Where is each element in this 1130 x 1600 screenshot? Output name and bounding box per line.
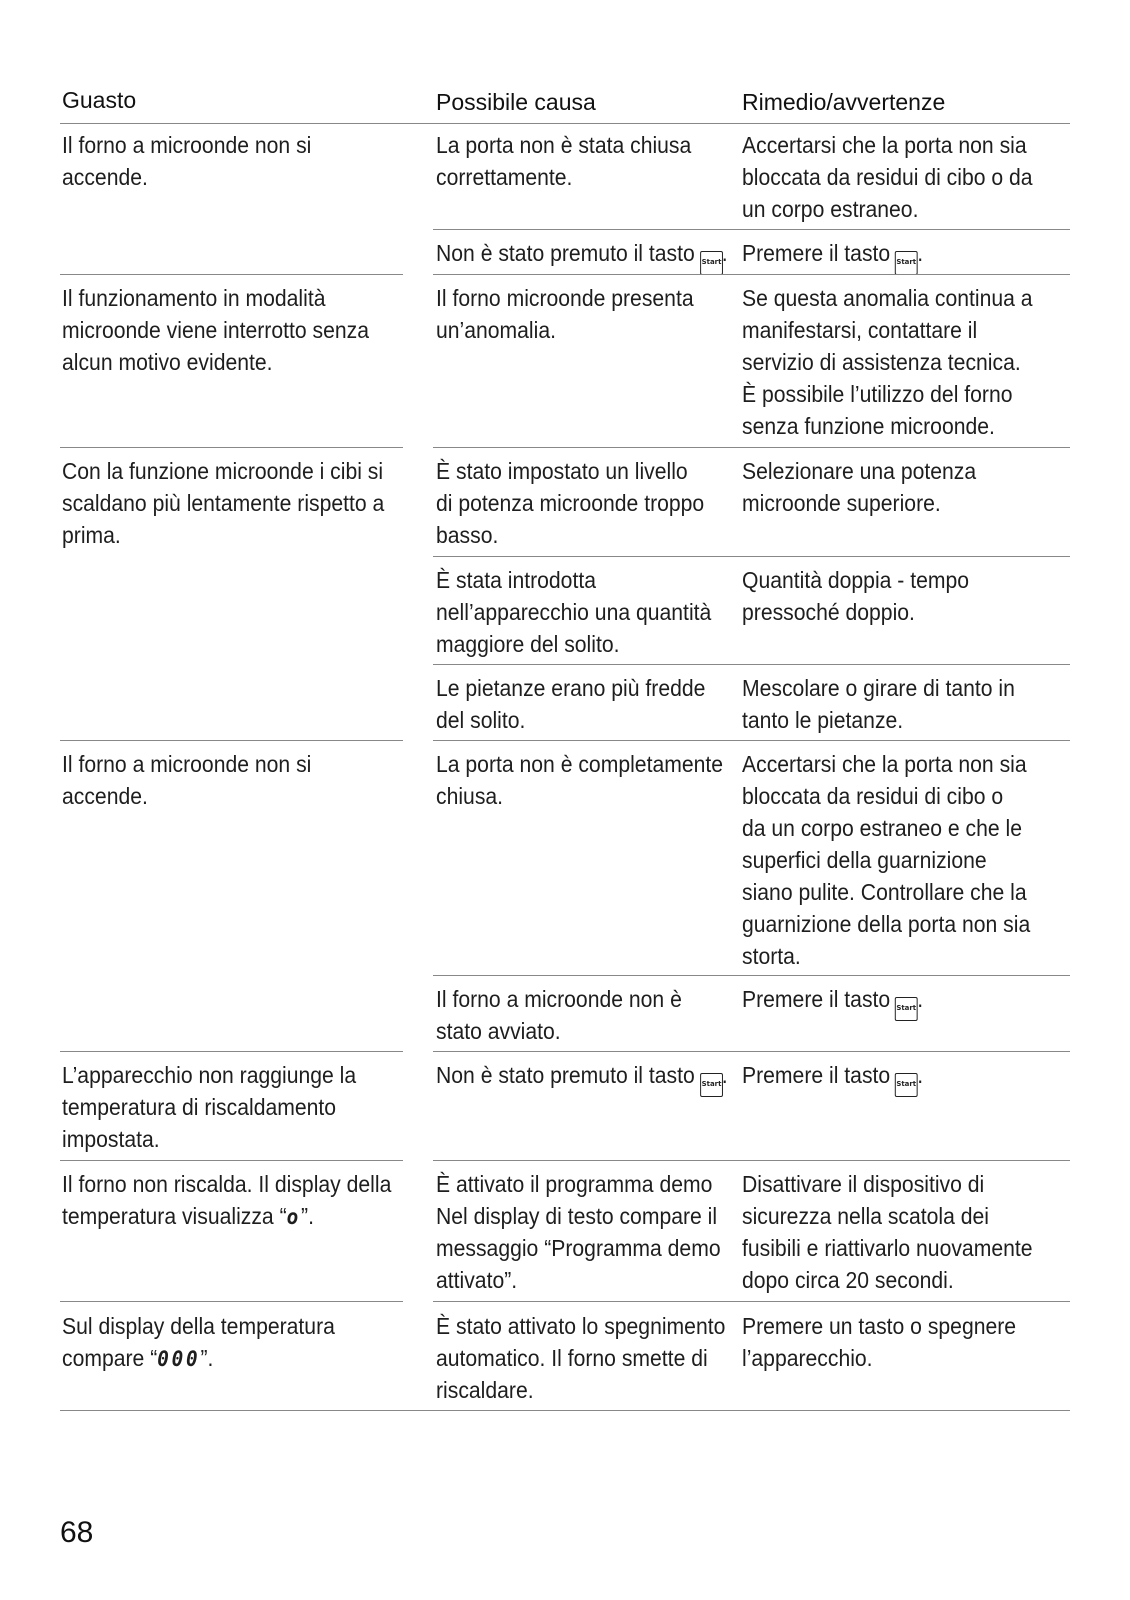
cause-cell: La porta non è stata chiusa correttamente.: [436, 132, 692, 190]
remedy-cell: Accertarsi che la porta non sia bloccata da residui di cibo o da un corpo estraneo.: [742, 132, 1033, 222]
cause-cell: Le pietanze erano più fredde del solito.: [436, 675, 706, 733]
cause-cell: Il forno microonde presenta un’anomalia.: [436, 285, 694, 343]
fault-cell: L’apparecchio non raggiunge la temperatura di riscaldamento impostata.: [62, 1062, 357, 1152]
fault-cell: Il funzionamento in modalità microonde viene interrotto senza alcun motivo evidente.: [62, 285, 369, 375]
row-divider: [433, 1160, 1070, 1161]
header-cause: Possibile causa: [436, 89, 596, 115]
row-divider: [60, 1160, 403, 1161]
row-divider: [433, 1301, 1070, 1302]
cause-cell: Non è stato premuto il tasto Start.: [436, 237, 728, 275]
start-key-icon: Start: [700, 251, 723, 275]
cause-cell: La porta non è completamente chiusa.: [436, 751, 724, 809]
row-divider: [60, 1051, 403, 1052]
row-divider: [60, 740, 403, 741]
row-divider: [60, 274, 403, 275]
remedy-cell: Quantità doppia - tempo pressoché doppio.: [742, 567, 970, 625]
remedy-cell: Premere un tasto o spegnere l’apparecchio.: [742, 1313, 1017, 1371]
row-divider: [433, 664, 1070, 665]
remedy-cell: Premere il tasto Start.: [742, 1059, 923, 1097]
remedy-cell: Disattivare il dispositivo di sicurezza nella scatola dei fusibili e riattivarlo nuovamente dopo circa 20 secondi.: [742, 1171, 1033, 1293]
cause-cell: È stato attivato lo spegnimento automatico. Il forno smette di riscaldare.: [436, 1313, 726, 1403]
row-divider: [433, 274, 1070, 275]
page-number: 68: [60, 1516, 94, 1549]
table-bottom-rule: [60, 1410, 1070, 1411]
start-key-icon: Start: [895, 251, 918, 275]
header-remedy: Rimedio/avvertenze: [742, 89, 946, 115]
remedy-cell: Premere il tasto Start.: [742, 983, 923, 1021]
header-fault: Guasto: [62, 87, 137, 113]
fault-cell: Il forno non riscalda. Il display della temperatura visualizza “o”.: [62, 1168, 391, 1233]
fault-cell: Il forno a microonde non si accende.: [62, 751, 312, 809]
display-symbol-o: o: [286, 1205, 302, 1229]
row-divider: [433, 229, 1070, 230]
fault-cell: Con la funzione microonde i cibi si scaldano più lentamente rispetto a prima.: [62, 458, 385, 548]
cause-cell: È stata introdotta nell’apparecchio una quantità maggiore del solito.: [436, 567, 712, 657]
cause-cell: Il forno a microonde non è stato avviato.: [436, 986, 682, 1044]
cause-cell: Non è stato premuto il tasto Start.: [436, 1059, 728, 1097]
row-divider: [60, 447, 403, 448]
cause-cell: È attivato il programma demo Nel display di testo compare il messaggio “Programma demo attivato”.: [436, 1171, 721, 1293]
row-divider: [433, 975, 1070, 976]
fault-cell: Sul display della temperatura compare “000”.: [62, 1310, 335, 1375]
remedy-cell: Accertarsi che la porta non sia bloccata da residui di cibo o da un corpo estraneo e che le superfici della guarnizione siano pulite. Controllare che la guarnizione della porta non sia storta.: [742, 751, 1031, 969]
start-key-icon: Start: [895, 1073, 918, 1097]
row-divider: [433, 1051, 1070, 1052]
remedy-cell: Se questa anomalia continua a manifestarsi, contattare il servizio di assistenza tecnica. È possibile l’utilizzo del forno senza funzione microonde.: [742, 285, 1033, 439]
row-divider: [60, 1301, 403, 1302]
start-key-icon: Start: [700, 1073, 723, 1097]
row-divider: [433, 556, 1070, 557]
remedy-cell: Selezionare una potenza microonde superiore.: [742, 458, 977, 516]
fault-cell: Il forno a microonde non si accende.: [62, 132, 312, 190]
display-symbol-000: 000: [157, 1347, 201, 1371]
row-divider: [433, 447, 1070, 448]
remedy-cell: Premere il tasto Start.: [742, 237, 923, 275]
remedy-cell: Mescolare o girare di tanto in tanto le pietanze.: [742, 675, 1015, 733]
start-key-icon: Start: [895, 997, 918, 1021]
cause-cell: È stato impostato un livello di potenza microonde troppo basso.: [436, 458, 705, 548]
header-rule: [60, 123, 1070, 124]
row-divider: [433, 740, 1070, 741]
